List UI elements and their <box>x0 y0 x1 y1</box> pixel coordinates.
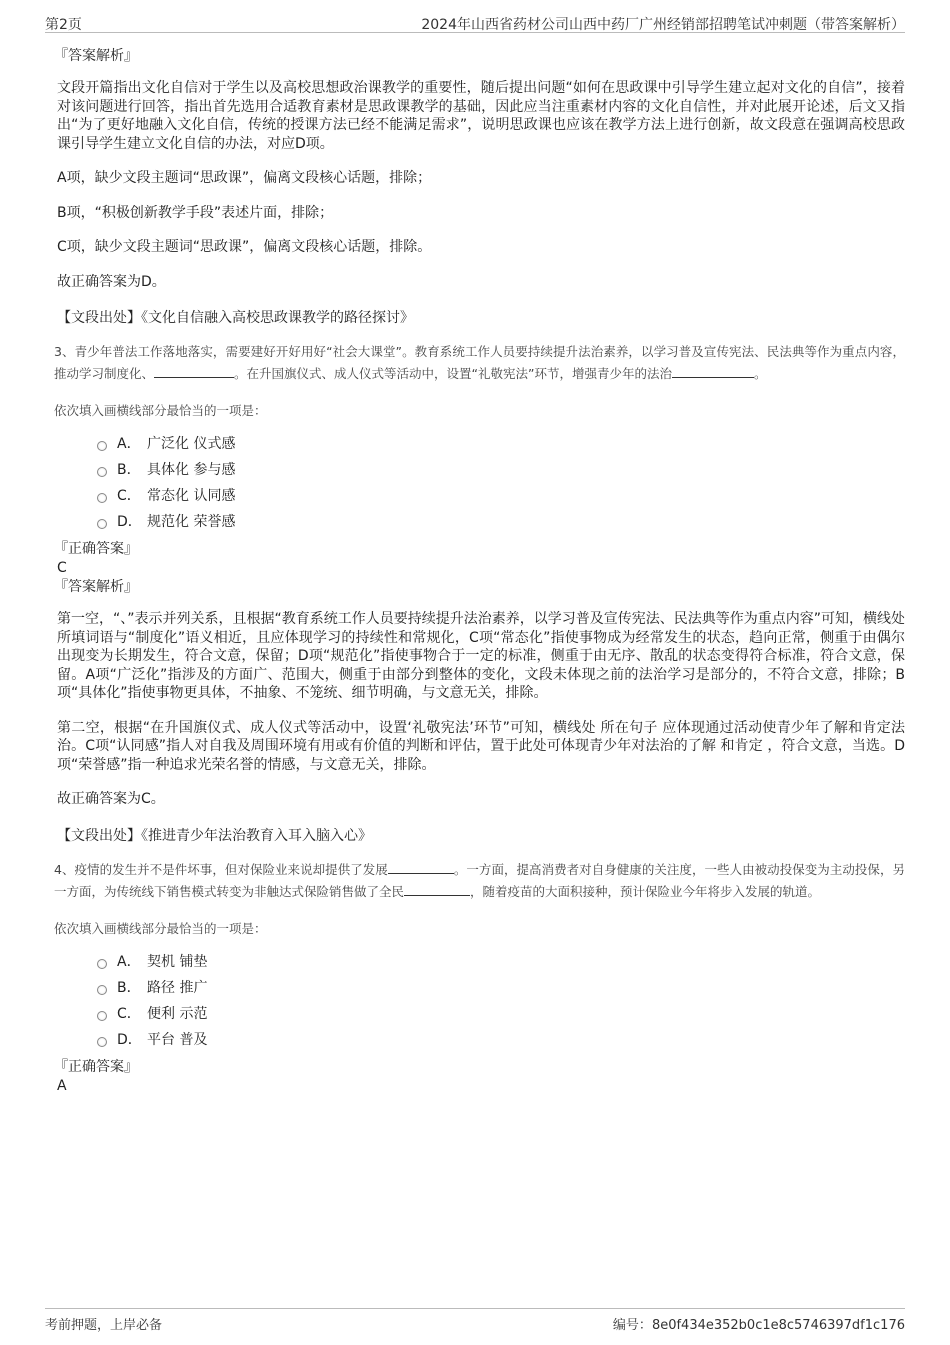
radio-icon[interactable] <box>97 1037 107 1047</box>
option-c[interactable]: C． 便利 示范 <box>97 1001 905 1027</box>
page-header <box>45 12 905 33</box>
question-4-text-part-3: ，随着疫苗的大面积接种，预计保险业今年将步入发展的轨道。 <box>470 883 821 899</box>
option-c[interactable]: C． 常态化 认同感 <box>97 483 905 509</box>
radio-icon[interactable] <box>97 959 107 969</box>
q3-analysis-label: 『答案解析』 <box>54 579 138 595</box>
radio-icon[interactable] <box>97 985 107 995</box>
question-4-text <box>54 859 905 903</box>
q2-analysis-label: 『答案解析』 <box>54 48 138 64</box>
question-4-prompt: 依次填入画横线部分最恰当的一项是： <box>54 920 267 936</box>
q3-analysis-paragraph-1: 第一空，“、”表示并列关系，且根据“教育系统工作人员要持续提升法治素养，以学习普及宣传宪法、民法典等作为重点内容”可知，横线处所填词语与“制度化”语义相近，且应体现学习的持续性和常规化，C项“常态化”指使事物成为经常发生的状态，趋向正常，侧重于由偶尔出现变为长期发生，符合文意，保留；D项“规范化”指使事物合于一定的标准，侧重于由无序、散乱的状态变得符合标准，符合文意，保留。A项“广泛化”指涉及的方面广、范围大，侧重于由部分到整体的变化，文段未体现之前的法治学习是部分的，不符合文意，排除；B项“具体化”指使事物更具体，不抽象、不笼统、细节明确，与文意无关，排除。 <box>57 611 906 701</box>
option-a[interactable]: A． 契机 铺垫 <box>97 949 905 975</box>
document-id-value: 8e0f434e352b0c1e8c5746397df1c176 <box>651 1318 905 1333</box>
q4-correct-label: 『正确答案』 <box>54 1058 138 1075</box>
radio-icon[interactable] <box>97 493 107 503</box>
q2-conclusion: 故正确答案为D。 <box>57 273 166 290</box>
question-4-text-part-2: 。一方面，提高消费者对自身健康的关注度，一些人由被动投保变为主动投保，另一方面，为传统线下销售模式转变为非触达式保险销售做了全民 <box>54 861 905 899</box>
question-3-text-part-2: 。在升国旗仪式、成人仪式等活动中，设置“礼敬宪法”环节，增强青少年的法治 <box>234 366 672 381</box>
answer-blank <box>404 883 470 896</box>
q3-conclusion: 故正确答案为C。 <box>57 791 165 807</box>
question-3-text-part-3: 。 <box>753 366 767 381</box>
option-d[interactable]: D． 平台 普及 <box>97 1027 905 1053</box>
radio-icon[interactable] <box>97 467 107 477</box>
question-3-text-part-1: 3、青少年普法工作落地落实，需要建好开好用好“社会大课堂”。教育系统工作人员要持续提升法治素养，以学习普及宣传宪法、民法典等作为重点内容，推动学习制度化、 <box>54 344 905 381</box>
q3-analysis-paragraph-2: 第二空，根据“在升国旗仪式、成人仪式等活动中，设置‘礼敬宪法’环节”可知，横线处 所在句子 应体现通过活动使青少年了解和肯定法治。C项“认同感”指人对自我及周围环境有用或有价值的判断和评估，置于此处可体现青少年对法治的了解 和肯定 ，符合文意，当选。D项“荣誉感”指一种追求光荣名誉的情感，与文意无关，排除。 <box>57 719 905 773</box>
answer-blank <box>672 365 754 378</box>
q2-analysis-paragraph-2: A项，缺少文段主题词“思政课”，偏离文段核心话题，排除； <box>57 170 432 186</box>
q2-analysis-paragraph-4: C项，缺少文段主题词“思政课”，偏离文段核心话题，排除。 <box>57 239 432 255</box>
q2-analysis-paragraph-3: B项，“积极创新教学手段”表述片面，排除； <box>57 204 334 221</box>
option-d[interactable]: D． 规范化 荣誉感 <box>97 509 905 535</box>
radio-icon[interactable] <box>97 441 107 451</box>
question-3-prompt: 依次填入画横线部分最恰当的一项是： <box>54 403 267 418</box>
radio-icon[interactable] <box>97 1011 107 1021</box>
document-id-label: 编号： <box>612 1318 652 1333</box>
q2-analysis-paragraph-1: 文段开篇指出文化自信对于学生以及高校思想政治课教学的重要性，随后提出问题“如何在思政课中引导学生建立起对文化的自信”，接着对该问题进行回答，指出首先选用合适教育素材是思政课教学的基础，因此应当注重素材内容的文化自信性，并对此展开论述，后文又指出“为了更好地融入文化自信，传统的授课方法已经不能满足需求”，说明思政课也应该在教学方法上进行创新，故文段意在强调高校思政课引导学生建立文化自信的办法，对应D项。 <box>57 80 905 152</box>
question-3-options <box>57 431 905 535</box>
option-a[interactable]: A． 广泛化 仪式感 <box>97 431 905 457</box>
answer-blank <box>154 365 234 378</box>
document-title: 2024年山西省药材公司山西中药厂广州经销部招聘笔试冲刺题（带答案解析） <box>421 17 905 33</box>
option-b[interactable]: B． 具体化 参与感 <box>97 457 905 483</box>
q3-correct-answer: C <box>57 560 67 576</box>
footer-slogan: 考前押题，上岸必备 <box>45 1318 163 1333</box>
q4-correct-answer: A <box>57 1077 67 1094</box>
question-4-text-part-1: 4、疫情的发生并不是件坏事，但对保险业来说却提供了发展 <box>54 861 388 877</box>
page-footer <box>45 1308 905 1333</box>
question-3-text <box>54 341 905 385</box>
q3-source: 【文段出处】《推进青少年法治教育入耳入脑入心》 <box>57 827 372 844</box>
radio-icon[interactable] <box>97 519 107 529</box>
q3-correct-label: 『正确答案』 <box>54 541 138 557</box>
q2-source: 【文段出处】《文化自信融入高校思政课教学的路径探讨》 <box>57 310 414 326</box>
page-number: 第2页 <box>45 17 82 33</box>
question-4-options <box>57 949 905 1053</box>
answer-blank <box>388 861 454 874</box>
option-b[interactable]: B． 路径 推广 <box>97 975 905 1001</box>
page-content <box>54 46 906 1095</box>
document-id <box>613 1314 905 1333</box>
